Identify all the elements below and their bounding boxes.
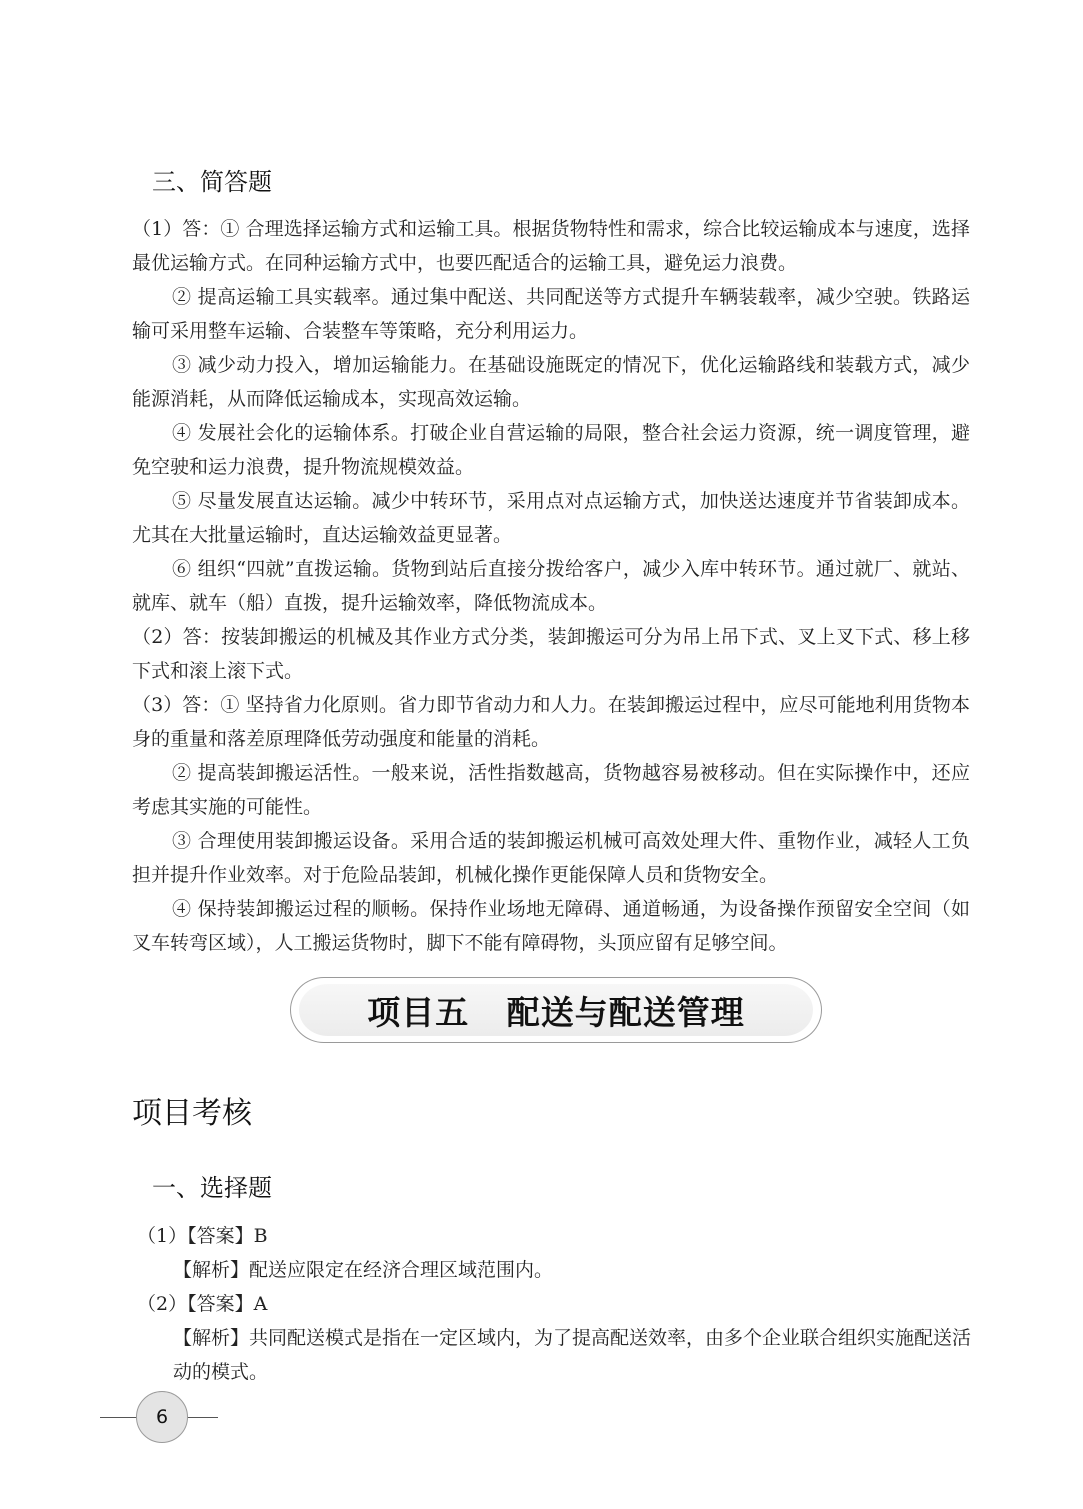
page-number-badge — [100, 1385, 230, 1445]
answer-paragraph: ④ 发展社会化的运输体系。打破企业自营运输的局限，整合社会运力资源，统一调度管理，避免空驶和运力浪费，提升物流规模效益。 — [132, 422, 970, 478]
answer-paragraph: ④ 保持装卸搬运过程的顺畅。保持作业场地无障碍、通道畅通，为设备操作预留安全空间（如叉车转弯区域），人工搬运货物时，脚下不能有障碍物，头顶应留有足够空间。 — [132, 898, 970, 954]
answer-line: （1）【答案】B — [137, 1225, 268, 1247]
answer-paragraph: ⑤ 尽量发展直达运输。减少中转环节，采用点对点运输方式，加快送达速度并节省装卸成本。尤其在大批量运输时，直达运输效益更显著。 — [132, 490, 970, 546]
answer-paragraph: ② 提高运输工具实载率。通过集中配送、共同配送等方式提升车辆装载率，减少空驶。铁路运输可采用整车运输、合装整车等策略，充分利用运力。 — [132, 286, 970, 342]
project-banner — [290, 977, 822, 1043]
answer-paragraph: ③ 减少动力投入，增加运输能力。在基础设施既定的情况下，优化运输路线和装载方式，减少能源消耗，从而降低运输成本，实现高效运输。 — [132, 354, 970, 410]
page-number-rule-right — [186, 1417, 218, 1418]
multiple-choice-answers — [137, 1219, 975, 1389]
page-number-rule-left — [100, 1417, 140, 1418]
answer-paragraph: ③ 合理使用装卸搬运设备。采用合适的装卸搬运机械可高效处理大件、重物作业，减轻人工负担并提升作业效率。对于危险品装卸，机械化操作更能保障人员和货物安全。 — [132, 830, 970, 886]
answer-paragraph: ② 提高装卸搬运活性。一般来说，活性指数越高，货物越容易被移动。但在实际操作中，还应考虑其实施的可能性。 — [132, 762, 970, 818]
answer-line: （2）【答案】A — [137, 1293, 268, 1315]
assessment-heading: 项目考核 — [132, 1096, 252, 1131]
section-heading-short-answer: 三、简答题 — [152, 168, 272, 196]
answer-paragraph: ⑥ 组织“四就”直拨运输。货物到站后直接分拨给客户，减少入库中转环节。通过就厂、就站、就库、就车（船）直拨，提升运输效率，降低物流成本。 — [132, 558, 970, 614]
project-title: 项目五 配送与配送管理 — [367, 992, 745, 1032]
answer-paragraph: （3）答：① 坚持省力化原则。省力即节省动力和人力。在装卸搬运过程中，应尽可能地利用货物本身的重量和落差原理降低劳动强度和能量的消耗。 — [132, 694, 970, 750]
explanation-line: 【解析】共同配送模式是指在一定区域内，为了提高配送效率，由多个企业联合组织实施配送活动的模式。 — [173, 1327, 972, 1383]
explanation-line: 【解析】配送应限定在经济合理区域范围内。 — [173, 1259, 554, 1281]
section-heading-multiple-choice: 一、选择题 — [152, 1174, 272, 1202]
answer-paragraph: （2）答：按装卸搬运的机械及其作业方式分类，装卸搬运可分为吊上吊下式、叉上叉下式、移上移下式和滚上滚下式。 — [132, 626, 970, 682]
short-answer-body — [132, 212, 970, 960]
page-number: 6 — [136, 1391, 188, 1443]
answer-paragraph: （1）答：① 合理选择运输方式和运输工具。根据货物特性和需求，综合比较运输成本与速度，选择最优运输方式。在同种运输方式中，也要匹配适合的运输工具，避免运力浪费。 — [132, 218, 970, 274]
